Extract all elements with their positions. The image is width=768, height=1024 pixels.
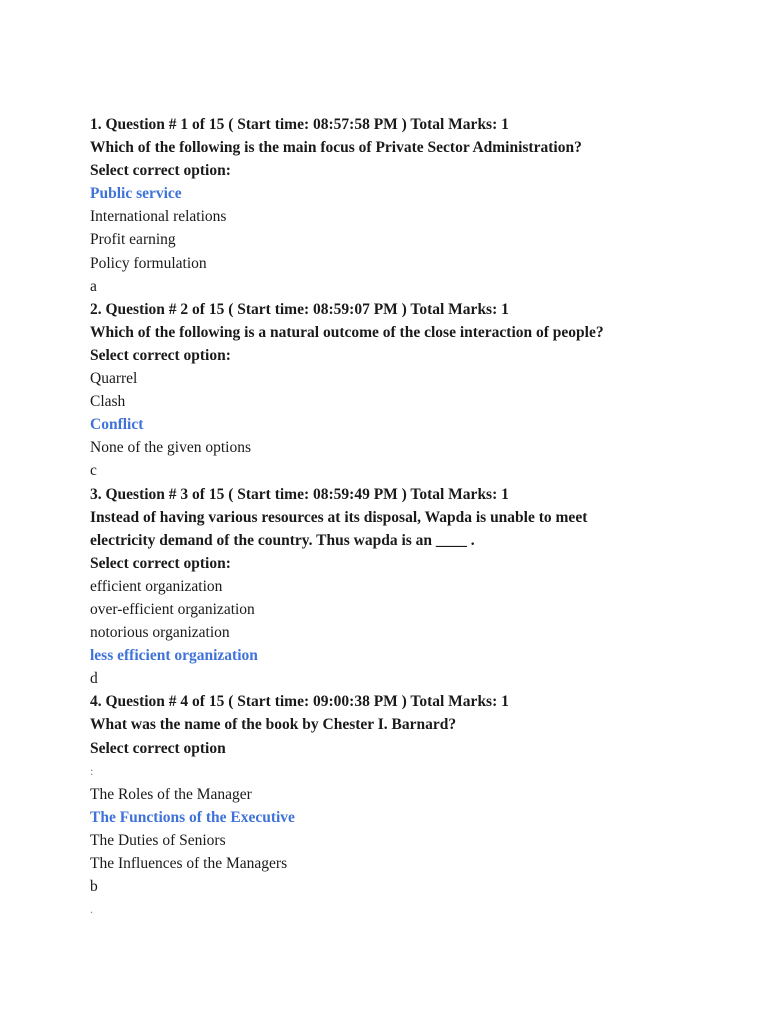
option: Quarrel	[90, 370, 138, 388]
stray-dot: .	[90, 902, 93, 917]
question-block-2	[90, 298, 730, 483]
option: The Duties of Seniors	[90, 831, 226, 849]
option-correct: less efficient organization	[90, 647, 258, 665]
option: over-efficient organization	[90, 600, 255, 618]
answer-letter: c	[90, 462, 97, 480]
stray-colon: :	[90, 763, 94, 778]
question-text-line-1: Instead of having various resources at its disposal, Wapda is unable to meet	[90, 508, 588, 526]
quiz-document	[90, 113, 730, 921]
select-label: Select correct option	[90, 739, 226, 757]
option-correct: The Functions of the Executive	[90, 808, 295, 826]
question-text: What was the name of the book by Chester I. Barnard?	[90, 716, 457, 734]
answer-letter: a	[90, 277, 97, 295]
question-text: Which of the following is a natural outcome of the close interaction of people?	[90, 323, 604, 341]
option: Policy formulation	[90, 254, 207, 272]
option: None of the given options	[90, 439, 252, 457]
question-text: Which of the following is the main focus of Private Sector Administration?	[90, 139, 582, 157]
option: efficient organization	[90, 577, 223, 595]
option: Profit earning	[90, 231, 176, 249]
option: The Influences of the Managers	[90, 855, 288, 872]
question-block-4	[90, 690, 730, 921]
question-header: 2. Question # 2 of 15 ( Start time: 08:59:07 PM ) Total Marks: 1	[90, 300, 509, 318]
option: notorious organization	[90, 624, 230, 642]
select-label: Select correct option:	[90, 346, 231, 364]
question-block-1	[90, 113, 730, 298]
option-correct: Conflict	[90, 416, 144, 434]
question-header: 4. Question # 4 of 15 ( Start time: 09:00:38 PM ) Total Marks: 1	[90, 693, 509, 711]
question-header: 3. Question # 3 of 15 ( Start time: 08:59:49 PM ) Total Marks: 1	[90, 485, 509, 503]
select-label: Select correct option:	[90, 554, 231, 572]
option: International relations	[90, 208, 227, 226]
answer-letter: d	[90, 670, 98, 688]
option: Clash	[90, 393, 126, 411]
question-header: 1. Question # 1 of 15 ( Start time: 08:57:58 PM ) Total Marks: 1	[90, 116, 509, 133]
select-label: Select correct option:	[90, 162, 231, 180]
option: The Roles of the Manager	[90, 785, 252, 803]
answer-letter: b	[90, 878, 98, 896]
question-block-3	[90, 483, 730, 691]
option-correct: Public service	[90, 185, 182, 203]
question-text-line-2: electricity demand of the country. Thus wapda is an ____ .	[90, 531, 475, 549]
